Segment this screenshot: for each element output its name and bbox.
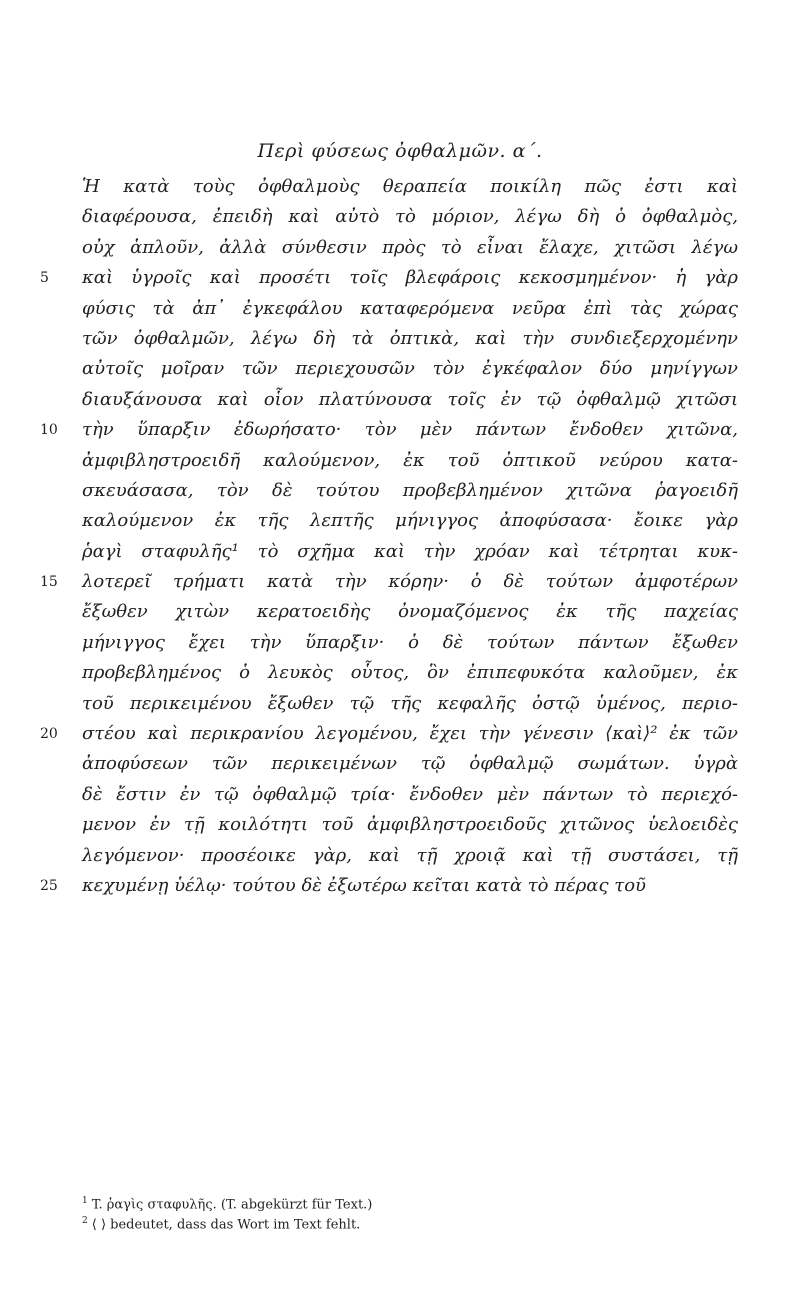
footnote-text: T. ῥαγὶς σταφυλῆς. (T. abgekürzt für Text.) [91,1197,373,1213]
text-line [82,324,738,354]
line-text: δὲ ἔστιν ἐν τῷ ὀφθαλμῷ τρία· ἔνδοθεν μὲν πάντων τὸ περιεχό- [82,783,738,805]
line-text: διαφέρουσα, ἐπειδὴ καὶ αὐτὸ τὸ μόριον, λέγω δὴ ὁ ὀφθαλμὸς, [82,206,738,228]
footnote [82,1213,738,1233]
line-text: ἀποφύσεων τῶν περικειμένων τῷ ὀφθαλμῷ σωμάτων. ὑγρὰ [82,753,738,775]
text-line [82,233,738,263]
text-line [82,689,738,719]
text-line [40,871,738,901]
line-text: τοῦ περικειμένου ἔξωθεν τῷ τῆς κεφαλῆς ὀστῷ ὑμένος, περιο- [82,692,738,714]
text-line [82,506,738,536]
line-text: καὶ ὑγροῖς καὶ προσέτι τοῖς βλεφάροις κεκοσμημένον· ἡ γὰρ [82,267,738,289]
text-line [40,263,738,293]
line-number: 15 [40,574,58,591]
text-line [82,385,738,415]
text-line [82,354,738,384]
line-text: μενον ἐν τῇ κοιλότητι τοῦ ἀμφιβληστροειδοῦς χιτῶνος ὑελοειδὲς [82,814,738,836]
text-line [82,810,738,840]
text-line [82,658,738,688]
line-text: λοτερεῖ τρήματι κατὰ τὴν κόρην· ὁ δὲ τούτων ἀμφοτέρων [82,571,738,593]
text-line [82,780,738,810]
line-text: λεγόμενον· προσέοικε γὰρ, καὶ τῇ χροιᾷ καὶ τῇ συστάσει, τῇ [82,844,738,866]
line-number: 20 [40,726,58,743]
line-text: τῶν ὀφθαλμῶν, λέγω δὴ τὰ ὀπτικὰ, καὶ τὴν συνδιεξερχομένην [82,327,738,349]
line-text: αὐτοῖς μοῖραν τῶν περιεχουσῶν τὸν ἐγκέφαλον δύο μηνίγγων [82,358,738,380]
line-text: φύσις τὰ ἀπ᾽ ἐγκεφάλου καταφερόμενα νεῦρα ἐπὶ τὰς χώρας [82,297,738,319]
text-line [82,172,738,202]
line-text: στέου καὶ περικρανίου λεγομένου, ἔχει τὴν γένεσιν ⟨καὶ⟩² ἐκ τῶν [82,723,738,745]
section-heading: Περὶ φύσεως ὀφθαλμῶν. α΄. [257,140,543,162]
text-line [82,294,738,324]
line-text: καλούμενον ἐκ τῆς λεπτῆς μήνιγγος ἀποφύσασα· ἔοικε γὰρ [82,510,738,532]
line-number: 5 [40,270,49,287]
line-text: προβεβλημένος ὁ λευκὸς οὗτος, ὃν ἐπιπεφυκότα καλοῦμεν, ἐκ [82,662,738,684]
line-text: διαυξάνουσα καὶ οἷον πλατύνουσα τοῖς ἐν τῷ ὀφθαλμῷ χιτῶσι [82,388,738,410]
line-text: ῥαγὶ σταφυλῆς¹ τὸ σχῆμα καὶ τὴν χρόαν καὶ τέτρηται κυκ- [82,540,738,562]
text-body [40,172,738,901]
text-line [82,202,738,232]
line-text: ἀμφιβληστροειδῆ καλούμενον, ἐκ τοῦ ὀπτικοῦ νεύρου κατα- [82,449,738,471]
text-line [40,415,738,445]
line-number: 25 [40,877,58,894]
text-line [40,567,738,597]
footnote-mark: 2 [82,1216,88,1227]
line-number: 10 [40,422,58,439]
text-line [82,628,738,658]
text-line [82,841,738,871]
line-text: μήνιγγος ἔχει τὴν ὕπαρξιν· ὁ δὲ τούτων πάντων ἔξωθεν [82,631,738,653]
line-text: τὴν ὕπαρξιν ἐδωρήσατο· τὸν μὲν πάντων ἔνδοθεν χιτῶνα, [82,419,738,441]
text-line [82,476,738,506]
footnote-mark: 1 [82,1196,88,1206]
line-text: σκευάσασα, τὸν δὲ τούτου προβεβλημένον χιτῶνα ῥαγοειδῆ [82,479,738,501]
text-line [82,749,738,779]
footnote [82,1193,738,1213]
text-line [82,446,738,476]
line-text: Ἡ κατὰ τοὺς ὀφθαλμοὺς θεραπεία ποικίλη πῶς ἐστι καὶ [82,176,738,197]
line-text: ἔξωθεν χιτὼν κερατοειδὴς ὀνομαζόμενος ἐκ τῆς παχείας [82,601,738,623]
footnote-text: ⟨ ⟩ bedeutet, dass das Wort im Text fehlt. [91,1217,361,1233]
text-line [40,719,738,749]
line-text: κεχυμένῃ ὑέλῳ· τούτου δὲ ἐξωτέρω κεῖται κατὰ τὸ πέρας τοῦ [82,874,647,896]
line-text: οὐχ ἁπλοῦν, ἀλλὰ σύνθεσιν πρὸς τὸ εἶναι ἔλαχε, χιτῶσι λέγω [82,236,738,258]
footnotes [82,1193,738,1234]
text-line [82,537,738,567]
text-line [82,597,738,627]
